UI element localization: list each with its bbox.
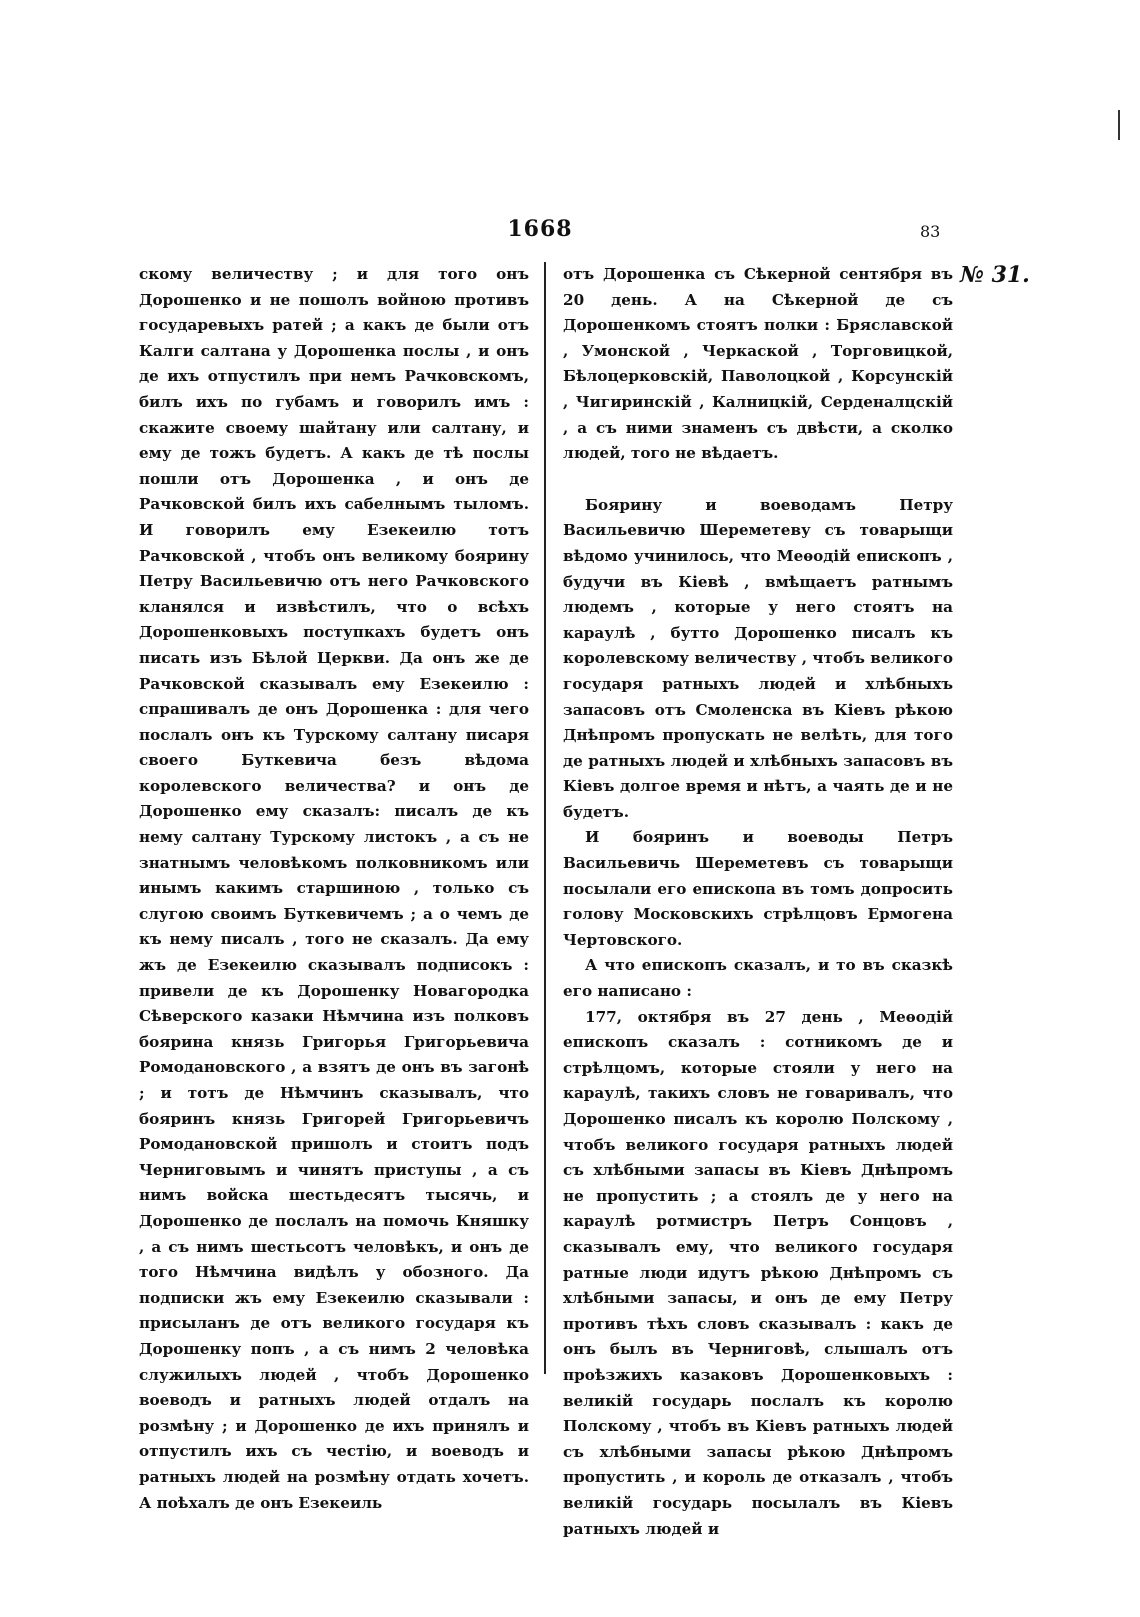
left-text-column (139, 262, 529, 1516)
right-text-column (563, 262, 953, 1542)
page-year-header: 1668 (507, 216, 573, 242)
left-paragraph-1: скому величеству ; и для того онъ Дорошенко и не пошолъ войною противъ государевыхъ ратей ; а какъ де были отъ Калги салтана у Дорошенка послы , и онъ де ихъ отпустилъ при немъ Рачковскомъ, билъ ихъ по губамъ и говорилъ имъ : скажите своему шайтану или салтану, и ему де тожъ будетъ. А какъ де тѣ послы пошли отъ Дорошенка , и онъ де Рачковской билъ ихъ сабелнымъ тыломъ. И говорилъ ему Езекеилю тотъ Рачковской , чтобъ онъ великому боярину Петру Васильевичю отъ него Рачковского кланялся и извѣстилъ, что о всѣхъ Дорошенковыхъ поступкахъ будетъ онъ писать изъ Бѣлой Церкви. Да онъ же де Рачковской сказывалъ ему Езекеилю : спрашивалъ де онъ Дорошенка : для чего послалъ онъ къ Турскому салтану писаря своего Буткевича безъ вѣдома королевского величества? и онъ де Дорошенко ему сказалъ: писалъ де къ нему салтану Турскому листокъ , а съ не знатнымъ человѣкомъ полковникомъ или инымъ какимъ старшиною , только съ слугою своимъ Буткевичемъ ; а о чемъ де къ нему писалъ , того не сказалъ. Да ему жъ де Езекеилю сказывалъ подписокъ : привели де къ Дорошенку Новагородка Сѣверского казаки Нѣмчина изъ полковъ боярина князь Григорья Григорьевича Ромодановского , а взятъ де онъ въ загонѣ ; и тотъ де Нѣмчинъ сказывалъ, что бояринъ князь Григорей Григорьевичъ Ромодановской пришолъ и стоитъ подъ Черниговымъ и чинятъ приступы , а съ нимъ войска шестьдесятъ тысячь, и Дорошенко де послалъ на помочь Княшку , а съ нимъ шестьсотъ человѣкъ, и онъ де того Нѣмчина видѣлъ у обозного. Да подписки жъ ему Езекеилю сказывали : присыланъ де отъ великого государя къ Дорошенку попъ , а съ нимъ 2 человѣка служилыхъ людей , чтобъ Дорошенко воеводъ и ратныхъ людей отдалъ на розмѣну ; и Дорошенко де ихъ принялъ и отпустилъ ихъ съ честію, и воеводъ и ратныхъ людей на розмѣну отдать хочетъ. А поѣхалъ де онъ Езекеиль (139, 265, 529, 1512)
page-number: 83 (920, 222, 941, 241)
document-number: № 31. (960, 262, 1030, 288)
column-divider (544, 262, 546, 1374)
right-paragraph-3: И бояринъ и воеводы Петръ Васильевичь Шереметевъ съ товарыщи посылали его епископа въ томъ допросить голову Московскихъ стрѣлцовъ Ермогена Чертовского. (563, 828, 953, 949)
scan-edge-mark (1118, 110, 1120, 140)
right-paragraph-4: А что епископъ сказалъ, и то въ сказкѣ его написано : (563, 956, 953, 1001)
right-paragraph-2: Боярину и воеводамъ Петру Васильевичю Шереметеву съ товарыщи вѣдомо учинилось, что Меѳодій епископъ , будучи въ Кіевѣ , вмѣщаетъ ратнымъ людемъ , которые у него стоятъ на караулѣ , бутто Дорошенко писалъ къ королевскому величеству , чтобъ великого государя ратныхъ людей и хлѣбныхъ запасовъ отъ Смоленска въ Кіевъ рѣкою Днѣпромъ пропускать не велѣть, для того де ратныхъ людей и хлѣбныхъ запасовъ въ Кіевъ долгое время и нѣтъ, а чаять де и не будетъ. (563, 495, 953, 821)
right-paragraph-1: отъ Дорошенка съ Сѣкерной сентября въ 20 день. А на Сѣкерной де съ Дорошенкомъ стоятъ полки : Бряславской , Умонской , Черкаской , Торговицкой, Бѣлоцерковскій, Паволоцкой , Корсунскій , Чигиринскій , Калницкій, Серденалцскій , а съ ними знаменъ съ двѣсти, а сколко людей, того не вѣдаетъ. (563, 265, 953, 463)
right-paragraph-5: 177, октября въ 27 день , Меѳодій епископъ сказалъ : сотникомъ де и стрѣлцомъ, которые стояли у него на караулѣ, такихъ словъ не говаривалъ, что Дорошенко писалъ къ королю Полскому , чтобъ великого государя ратныхъ людей съ хлѣбными запасы въ Кіевъ Днѣпромъ не пропустить ; а стоялъ де у него на караулѣ ротмистръ Петръ Сонцовъ , сказывалъ ему, что великого государя ратные люди идутъ рѣкою Днѣпромъ съ хлѣбными запасы, и онъ де ему Петру противъ тѣхъ словъ сказывалъ : какъ де онъ былъ въ Черниговѣ, слышалъ отъ проѣзжихъ казаковъ Дорошенковыхъ : великій государь послалъ къ королю Полскому , чтобъ въ Кіевъ ратныхъ людей съ хлѣбными запасы рѣкою Днѣпромъ пропустить , и король де отказалъ , чтобъ великій государь посылалъ въ Кіевъ ратныхъ людей и (563, 1007, 953, 1538)
